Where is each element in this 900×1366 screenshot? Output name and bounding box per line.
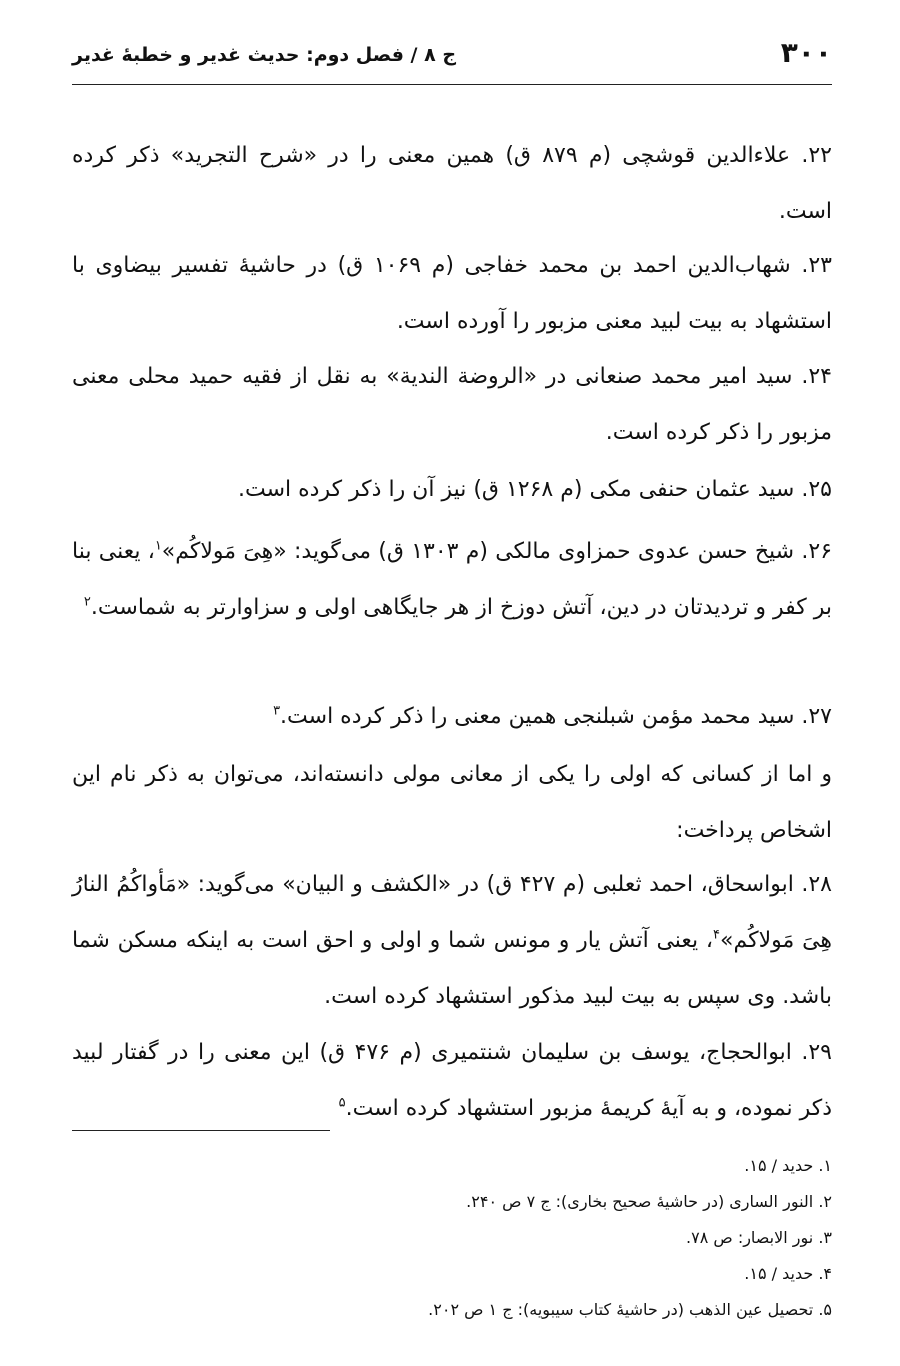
footnote-ref: ۳: [273, 703, 281, 719]
paragraph-29: ۲۹. ابوالحجاج، یوسف بن سلیمان شنتمیری (م ۴۷۶ ق) این معنی را در گفتار لبید ذکر نموده، و به آیهٔ کریمهٔ مزبور استشهاد کرده است.$^۵$: [72, 1040, 832, 1121]
footnote-ref: ۵: [338, 1095, 346, 1111]
paragraph-28: ۲۸. ابواسحاق، احمد ثعلبی (م ۴۲۷ ق) در «الکشف و البیان» می‌گوید: «مَأواکُمُ النارُ هِیَ مَولاکُم»$^۴$، یعنی آتش یار و مونس شما و اولی و احق است به اینکه مسکن شما باشد. وی سپس به بیت لبید مذکور استشهاد کرده است.: [72, 872, 833, 1009]
footnote-2: ۲. النور الساری (در حاشیهٔ صحیح بخاری): ج ۷ ص ۲۴۰.: [466, 1192, 832, 1211]
footnote-3: ۳. نور الابصار: ص ۷۸.: [686, 1228, 832, 1247]
footnote-ref: ۲: [83, 594, 91, 610]
header-rule: [72, 84, 832, 85]
paragraph-intro-owla: و اما از کسانی که اولی را یکی از معانی مولی دانسته‌اند، می‌توان به ذکر نام این اشخاص پرداخت:: [72, 762, 832, 843]
page-header: [72, 34, 832, 84]
footnote-5: ۵. تحصیل عین الذهب (در حاشیهٔ کتاب سیبویه): ج ۱ ص ۲۰۲.: [428, 1300, 832, 1319]
footnote-ref: ۴: [713, 927, 721, 943]
paragraph-24: ۲۴. سید امیر محمد صنعانی در «الروضة الندیة» به نقل از فقیه حمید محلی معنی مزبور را ذکر کرده است.: [72, 364, 832, 445]
paragraph-26: ۲۶. شیخ حسن عدوی حمزاوی مالکی (م ۱۳۰۳ ق) می‌گوید: «هِیَ مَولاکُم»$^۱$، یعنی بنا بر کفر و تردیدتان در دین، آتش دوزخ از هر جایگاهی اولی و سزاوارتر به شماست.$^۲$: [72, 538, 833, 620]
page-number: ۳۰۰: [780, 36, 832, 69]
footnote-1: ۱. حدید / ۱۵.: [744, 1156, 832, 1175]
paragraph-23: ۲۳. شهاب‌الدین احمد بن محمد خفاجی (م ۱۰۶۹ ق) در حاشیهٔ تفسیر بیضاوی با استشهاد به بیت لبید معنی مزبور را آورده است.: [72, 253, 832, 334]
footnote-rule: [72, 1130, 330, 1131]
running-title: ج ۸ / فصل دوم: حدیث غدیر و خطبهٔ غدیر: [72, 44, 457, 66]
paragraph-22: ۲۲. علاءالدین قوشچی (م ۸۷۹ ق) همین معنی را در «شرح التجرید» ذکر کرده است.: [72, 143, 832, 224]
book-page: [72, 0, 832, 1366]
footnotes: [72, 1148, 832, 1328]
paragraph-27: ۲۷. سید محمد مؤمن شبلنجی همین معنی را ذکر کرده است.$^۳$: [273, 703, 832, 729]
footnote-4: ۴. حدید / ۱۵.: [744, 1264, 832, 1283]
paragraph-25: ۲۵. سید عثمان حنفی مکی (م ۱۲۶۸ ق) نیز آن را ذکر کرده است.: [237, 477, 832, 502]
footnote-ref: ۱: [154, 538, 162, 554]
